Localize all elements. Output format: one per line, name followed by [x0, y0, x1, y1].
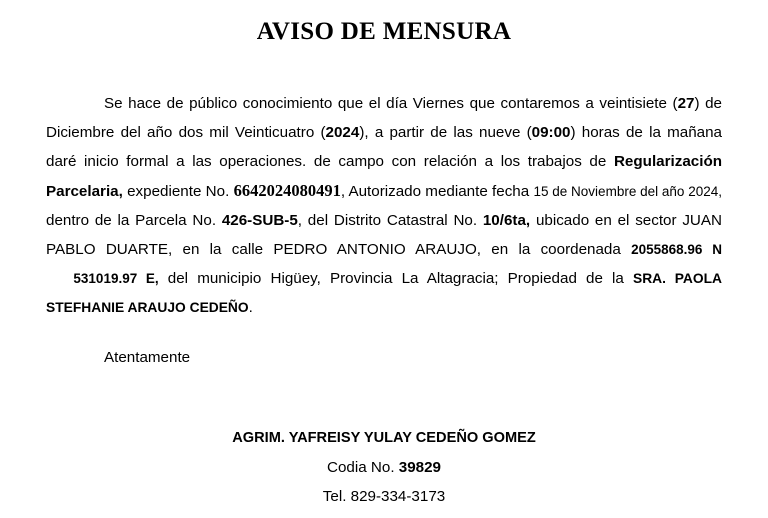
- day-number: 27: [677, 95, 695, 112]
- codia-label: Codia No.: [327, 459, 399, 476]
- body-text-segment: del municipio Higüey, Provincia La Altagracia; Propiedad de la: [158, 270, 634, 287]
- year-number: 2024: [325, 124, 360, 141]
- codia-number: 39829: [398, 459, 441, 476]
- distrito-number: 10/6ta,: [482, 212, 531, 229]
- parcela-number: 426-SUB-5: [221, 212, 298, 229]
- owner-name: SRA. PAOLA STEFHANIE ARAUJO CEDEÑO: [46, 271, 722, 315]
- body-text-segment: ) horas de la mañana daré inicio formal a las operaciones. de campo con relación a los trabajos de: [46, 124, 722, 170]
- body-text-segment: ), a partir de las nueve (: [359, 124, 532, 141]
- body-text-segment: Se hace de público conocimiento que el día Viernes que contaremos a veintisiete (: [104, 95, 678, 112]
- authorization-date: 15 de Noviembre del año 2024,: [533, 184, 723, 199]
- signer-name: AGRIM. YAFREISY YULAY CEDEÑO GOMEZ: [232, 430, 536, 446]
- closing-salutation: Atentamente: [104, 349, 191, 366]
- body-text-segment: ubicado en el sector JUAN PABLO DUARTE, en la calle PEDRO ANTONIO ARAUJO, en la coordenada: [46, 212, 722, 258]
- signer-codia: [0, 459, 768, 476]
- coordinate-east: 531019.97 E,: [73, 271, 159, 286]
- body-text-segment: ) de Diciembre del año dos mil Veinticuatro (: [46, 95, 722, 141]
- body-text-segment: , Autorizado mediante fecha: [340, 183, 534, 200]
- body-text-segment: .: [248, 299, 253, 316]
- body-text-segment: expediente No.: [122, 183, 234, 200]
- start-time: 09:00: [531, 124, 571, 141]
- expediente-number: 6642024080491: [233, 181, 341, 200]
- body-text-segment: , del Distrito Catastral No.: [297, 212, 483, 229]
- body-text-segment: dentro de la Parcela No.: [46, 212, 222, 229]
- notice-title: AVISO DE MENSURA: [256, 18, 512, 45]
- coordinate-north: 2055868.96 N: [631, 242, 723, 257]
- signer-phone: Tel. 829-334-3173: [322, 488, 446, 505]
- coordinate-separator: [46, 270, 73, 287]
- work-type: Regularización Parcelaria,: [46, 153, 722, 200]
- notice-body: [46, 89, 722, 322]
